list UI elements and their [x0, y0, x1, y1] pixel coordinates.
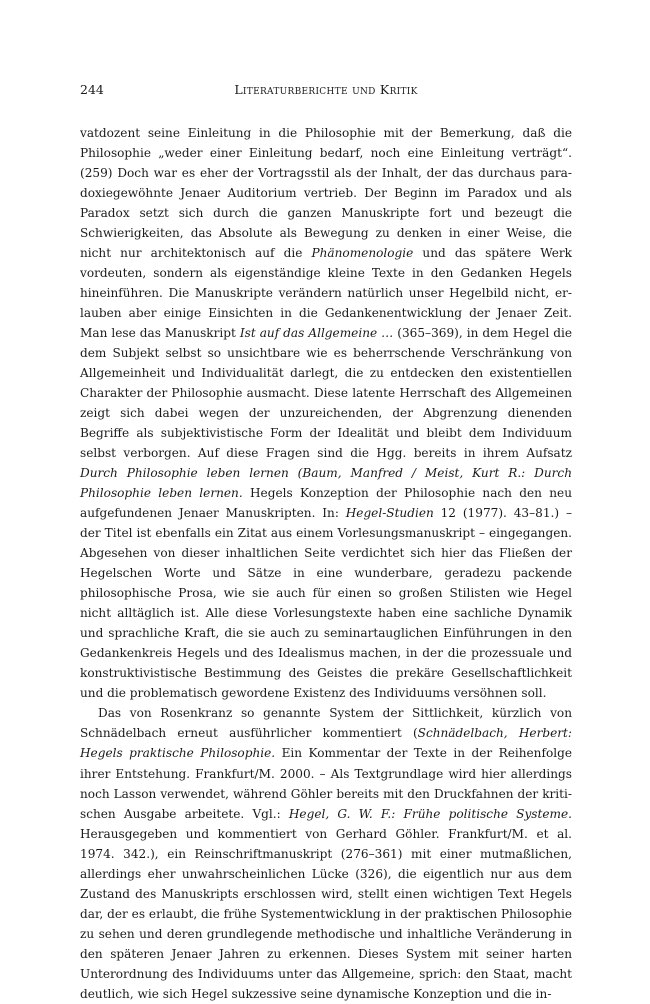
paragraph — [80, 703, 572, 1003]
italic-citation: Phänomenologie — [311, 246, 414, 261]
text-run: (365–369), in dem Hegel die dem Subjekt selbst so unsichtbare wie es beherrschende Verschränkung von Allgemeinheit und Individualität darlegt, die zu entdecken den existentiellen Charakter der Philosophie ausmacht. Diese latente Herrschaft des Allgemeinen zeigt sich dabei wegen der unzureichenden, der Abgrenzung dienenden Begriffe als subjektivistische Form der Idealität und bleibt dem Individuum selbst verborgen. Auf diese Fragen sind die Hgg. bereits in ihrem Aufsatz — [80, 326, 572, 461]
text-run: Herausgegeben und kommentiert von Gerhard Göhler. Frankfurt/M. et al. 1974. 342.), ein Reinschriftmanuskript (276–361) mit einer mutmaßlichen, allerdings eher unwahrscheinlichen Lücke (326), die eigentlich nur aus dem Zustand des Manuskripts erschlossen wird, stellt einen wichtigen Text Hegels dar, der es erlaubt, die frühe Systementwicklung in der praktischen Philosophie zu sehen und deren grundlegende methodische und inhaltliche Veränderung in den späteren Jenaer Jahren zu erkennen. Dieses System mit seiner harten Unterordnung des Individuums unter das Allgemeine, sprich: den Staat, macht deutlich, wie sich Hegel sukzessive seine dynamische Konzeption und die in- — [80, 826, 572, 1001]
text-run: Hegels Konzeption der Philosophie nach den neu aufgefundenen Jenaer Manuskripten. In: — [80, 486, 572, 521]
italic-citation: Hegel-Studien — [345, 506, 434, 521]
italic-citation: Durch Philosophie leben lernen (Baum, Manfred / Meist, Kurt R.: Durch Philosophie leben lernen. — [80, 466, 572, 501]
running-head — [80, 80, 572, 100]
text-run: 12 (1977). 43–81.) – der Titel ist ebenfalls ein Zitat aus einem Vorlesungsmanuskript – eingegangen. Abgesehen von dieser inhaltlichen Seite verdichtet sich hier das Fließen der Hegelschen Worte und Sätze in eine wunderbare, geradezu packende philosophische Prosa, wie sie auch für einen so großen Stilisten wie Hegel nicht alltäglich ist. Alle diese Vorlesungstexte haben eine sachliche Dynamik und sprachliche Kraft, die sie auch zu seminartauglichen Einführungen in den Gedankenkreis Hegels und des Idealismus machen, in der die prozessuale und konstruktivistische Bestimmung des Geistes die prekäre Gesellschaftlichkeit und die problematisch gewordene Existenz des Individuums versöhnen soll. — [80, 506, 572, 701]
page-number: 244 — [80, 82, 104, 97]
text-run: und das spätere Werk vordeuten, sondern als eigenständige kleine Texte in den Gedanken Hegels hineinführen. Die Manuskripte verändern natürlich unser Hegelbild nicht, erlauben aber einige Einsichten in die Gedankenentwicklung der Jenaer Zeit. Man lese das Manuskript — [80, 246, 572, 341]
italic-citation: Hegel, G. W. F.: Frühe politische Systeme. — [288, 806, 572, 821]
text-run: Das von Rosenkranz so genannte System der Sittlichkeit, kürzlich von Schnädelbach erneut ausführlicher kommentiert ( — [80, 706, 572, 741]
text-run: Ein Kommentar der Texte in der Reihenfolge ihrer Entstehung. Frankfurt/M. 2000. – Als Textgrundlage wird hier allerdings noch Lasson verwendet, während Göhler bereits mit den Druckfahnen der kritischen Ausgabe arbeitete. Vgl.: — [80, 746, 572, 821]
italic-citation: Ist auf das Allgemeine … — [239, 326, 394, 341]
italic-citation: Schnädelbach, Herbert: Hegels praktische Philosophie. — [80, 726, 572, 761]
paragraph — [80, 123, 572, 703]
running-title: Literaturberichte und Kritik — [234, 82, 418, 97]
body-text — [80, 123, 572, 1004]
text-run: vatdozent seine Einleitung in die Philosophie mit der Bemerkung, daß die Philosophie „weder einer Einleitung bedarf, noch eine Einleitung verträgt“. (259) Doch war es eher der Vortragsstil als der Inhalt, der das durchaus paradoxiegewöhnte Jenaer Auditorium vertrieb. Der Beginn im Paradox und als Paradox setzt sich durch die ganzen Manuskripte fort und bezeugt die Schwierigkeiten, das Absolute als Bewegung zu denken in einer Weise, die nicht nur architektonisch auf die — [80, 126, 572, 261]
